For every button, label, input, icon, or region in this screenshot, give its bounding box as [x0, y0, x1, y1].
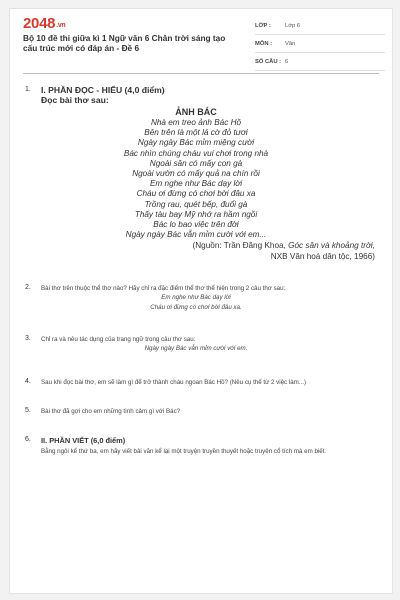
quoted-line: Em nghe như Bác dạy lời [161, 294, 231, 301]
question-5 [25, 407, 375, 416]
question-number: 3. [25, 335, 31, 342]
meta-key: LỚP : [255, 22, 271, 29]
question-text: Sau khi đọc bài thơ, em sẽ làm gì để trở thành cháu ngoan Bác Hồ? (Nêu cụ thể từ 2 việc làm...) [41, 379, 307, 386]
question-number: 4. [25, 378, 31, 385]
document-title: Bộ 10 đề thi giữa kì 1 Ngữ văn 6 Chân trời sáng tạo cấu trúc mới có đáp án - Đề 6 [23, 33, 226, 53]
poem-line: Cháu ơi đừng có chơi bời đâu xa [136, 189, 256, 199]
section-title-reading: I. PHẦN ĐỌC - HIỂU (4,0 điểm) [41, 85, 165, 95]
header-divider [23, 73, 379, 74]
poem-line: Ngày ngày Bác mỉm miệng cười [137, 138, 255, 148]
source-book: Góc sân và khoảng trời, [288, 241, 375, 251]
meta-row-class [255, 17, 385, 35]
poem-line: Ngoài sân có mấy con gà [149, 158, 243, 168]
logo-text: 2048 [23, 15, 56, 32]
poem-title: ẢNH BÁC [175, 107, 217, 117]
meta-row-question-count [255, 53, 385, 71]
question-text: Bằng ngôi kể thứ ba, em hãy viết bài văn kể lại một truyện truyền thuyết hoặc truyện cổ tích mà em biết. [41, 448, 327, 455]
question-1 [25, 85, 375, 262]
question-text: Bài thơ đã gợi cho em những tình cảm gì với Bác? [41, 408, 181, 415]
question-2 [25, 284, 375, 313]
source-prefix: (Nguồn: Trần Đăng Khoa, [192, 241, 289, 251]
source-line-2: NXB Văn hoá dân tộc, 1966) [270, 251, 375, 261]
quoted-line: Ngày ngày Bác vẫn mỉm cười với em. [144, 345, 248, 352]
question-6 [25, 436, 375, 456]
meta-key: SỐ CÂU : [255, 58, 282, 65]
question-text: Bài thơ trên thuộc thể thơ nào? Hãy chỉ ra đặc điểm thể thơ thể hiện trong 2 câu thơ sau: [41, 285, 286, 292]
question-text: Chỉ ra và nêu tác dụng của trang ngữ trong câu thơ sau: [41, 336, 196, 343]
worksheet-page [9, 8, 393, 594]
section-subtitle: Đọc bài thơ sau: [41, 95, 109, 105]
question-number: 1. [25, 86, 31, 93]
meta-key: MÔN : [255, 40, 273, 47]
source-line-1 [41, 241, 375, 252]
site-logo[interactable] [23, 15, 65, 32]
question-3 [25, 335, 375, 354]
question-number: 2. [25, 284, 31, 291]
question-number: 5. [25, 407, 31, 414]
poem-line: Ngoài vườn có mấy quả na chín rồi [132, 169, 260, 179]
meta-value: 6 [285, 58, 289, 65]
section-title-writing: II. PHẦN VIẾT (6,0 điểm) [41, 436, 126, 445]
question-4 [25, 378, 375, 387]
meta-row-subject [255, 35, 385, 53]
meta-info-table [255, 17, 385, 71]
poem-line: Thấy tàu bay Mỹ nhớ ra hầm ngồi [134, 209, 258, 219]
poem-line: Em nghe như Bác dạy lời [149, 179, 243, 189]
logo-tld: .vn [56, 22, 66, 29]
meta-value: Văn [285, 40, 296, 47]
quoted-line: Cháu ơi đừng có chơi bời đâu xa. [150, 304, 242, 311]
poem-line: Trồng rau, quét bếp, đuổi gà [144, 199, 248, 209]
poem-line: Nhà em treo ảnh Bác Hồ [150, 118, 242, 127]
poem-line: Bác lo bao việc trên đời [153, 220, 239, 230]
poem-line: Bác nhìn chúng cháu vui chơi trong nhà [123, 148, 269, 158]
poem-line: Bên trên là một lá cờ đỏ tươi [144, 128, 248, 138]
poem-source [41, 241, 375, 262]
poem [41, 107, 351, 240]
question-number: 6. [25, 436, 31, 443]
poem-line: Ngày ngày Bác vẫn mỉm cười với em... [125, 230, 267, 240]
meta-value: Lớp 6 [285, 22, 301, 29]
